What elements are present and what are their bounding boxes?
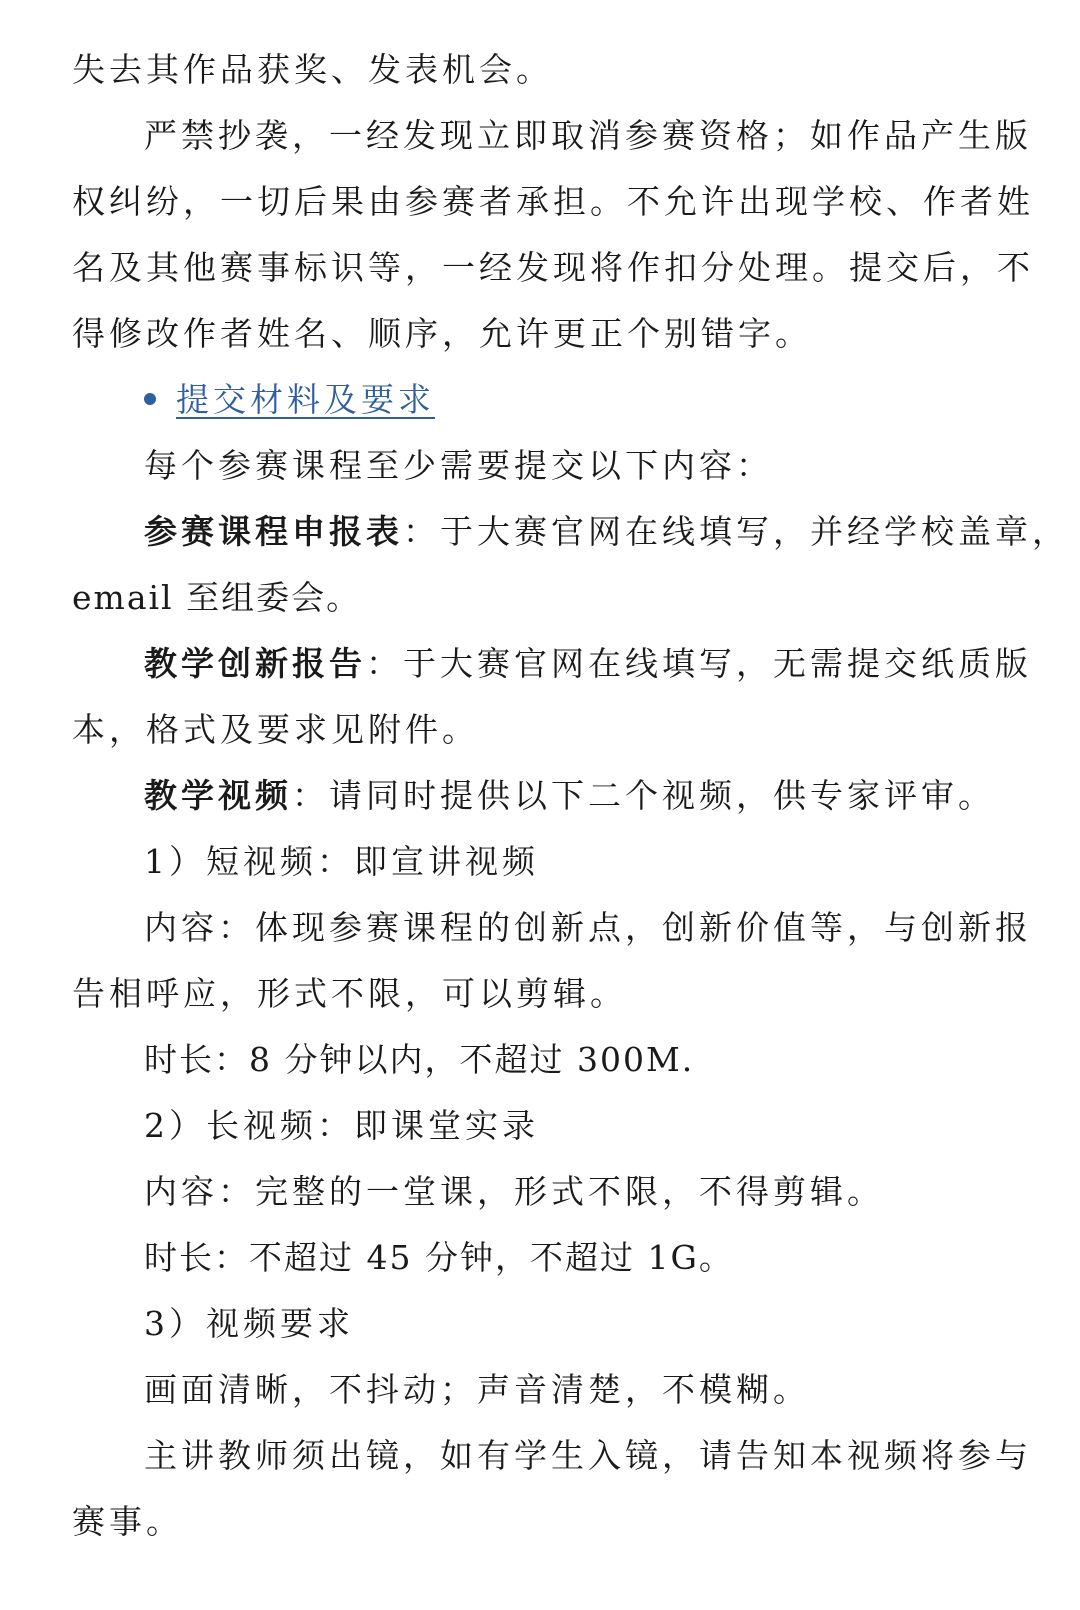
item-text: ：于大赛官网在线填写，无需提交纸质版 xyxy=(366,644,1032,683)
paragraph-line: 赛事。 xyxy=(72,1502,183,1541)
item-text: ：于大赛官网在线填写，并经学校盖章， xyxy=(403,512,1069,551)
paragraph-line: 严禁抄袭，一经发现立即取消参赛资格；如作品产生版 xyxy=(144,116,1032,155)
paragraph-line: 时长：8 分钟以内，不超过 300M. xyxy=(144,1040,695,1079)
paragraph-line: 画面清晰，不抖动；声音清楚，不模糊。 xyxy=(144,1370,810,1409)
paragraph-line: 得修改作者姓名、顺序，允许更正个别错字。 xyxy=(72,314,812,353)
paragraph-line: 内容：完整的一堂课，形式不限，不得剪辑。 xyxy=(144,1172,884,1211)
paragraph-line: 每个参赛课程至少需要提交以下内容： xyxy=(144,446,773,485)
paragraph-line: 时长：不超过 45 分钟，不超过 1G。 xyxy=(144,1238,734,1277)
section-link[interactable]: 提交材料及要求 xyxy=(176,380,435,419)
paragraph-line: 本，格式及要求见附件。 xyxy=(72,710,479,749)
paragraph-line: 权纠纷，一切后果由参赛者承担。不允许出现学校、作者姓 xyxy=(72,182,1034,221)
item-label: 教学视频 xyxy=(144,776,292,815)
subheading: 1）短视频：即宣讲视频 xyxy=(144,842,539,881)
paragraph-line: 名及其他赛事标识等，一经发现将作扣分处理。提交后，不 xyxy=(72,248,1034,287)
paragraph-line: 主讲教师须出镜，如有学生入镜，请告知本视频将参与 xyxy=(144,1436,1032,1475)
item-video-line xyxy=(144,774,1012,818)
item-label: 教学创新报告 xyxy=(144,644,366,683)
item-label: 参赛课程申报表 xyxy=(144,512,403,551)
item-report-line xyxy=(144,642,1032,686)
section-heading xyxy=(144,378,1012,422)
bullet-icon xyxy=(144,393,156,405)
paragraph-line: 失去其作品获奖、发表机会。 xyxy=(72,50,553,89)
paragraph-line: 告相呼应，形式不限，可以剪辑。 xyxy=(72,974,627,1013)
item-form-line xyxy=(144,510,1069,554)
paragraph-line: 内容：体现参赛课程的创新点，创新价值等，与创新报 xyxy=(144,908,1032,947)
subheading: 3）视频要求 xyxy=(144,1304,354,1343)
subheading: 2）长视频：即课堂实录 xyxy=(144,1106,539,1145)
item-text: ：请同时提供以下二个视频，供专家评审。 xyxy=(292,776,995,815)
paragraph-line: email 至组委会。 xyxy=(72,578,362,617)
